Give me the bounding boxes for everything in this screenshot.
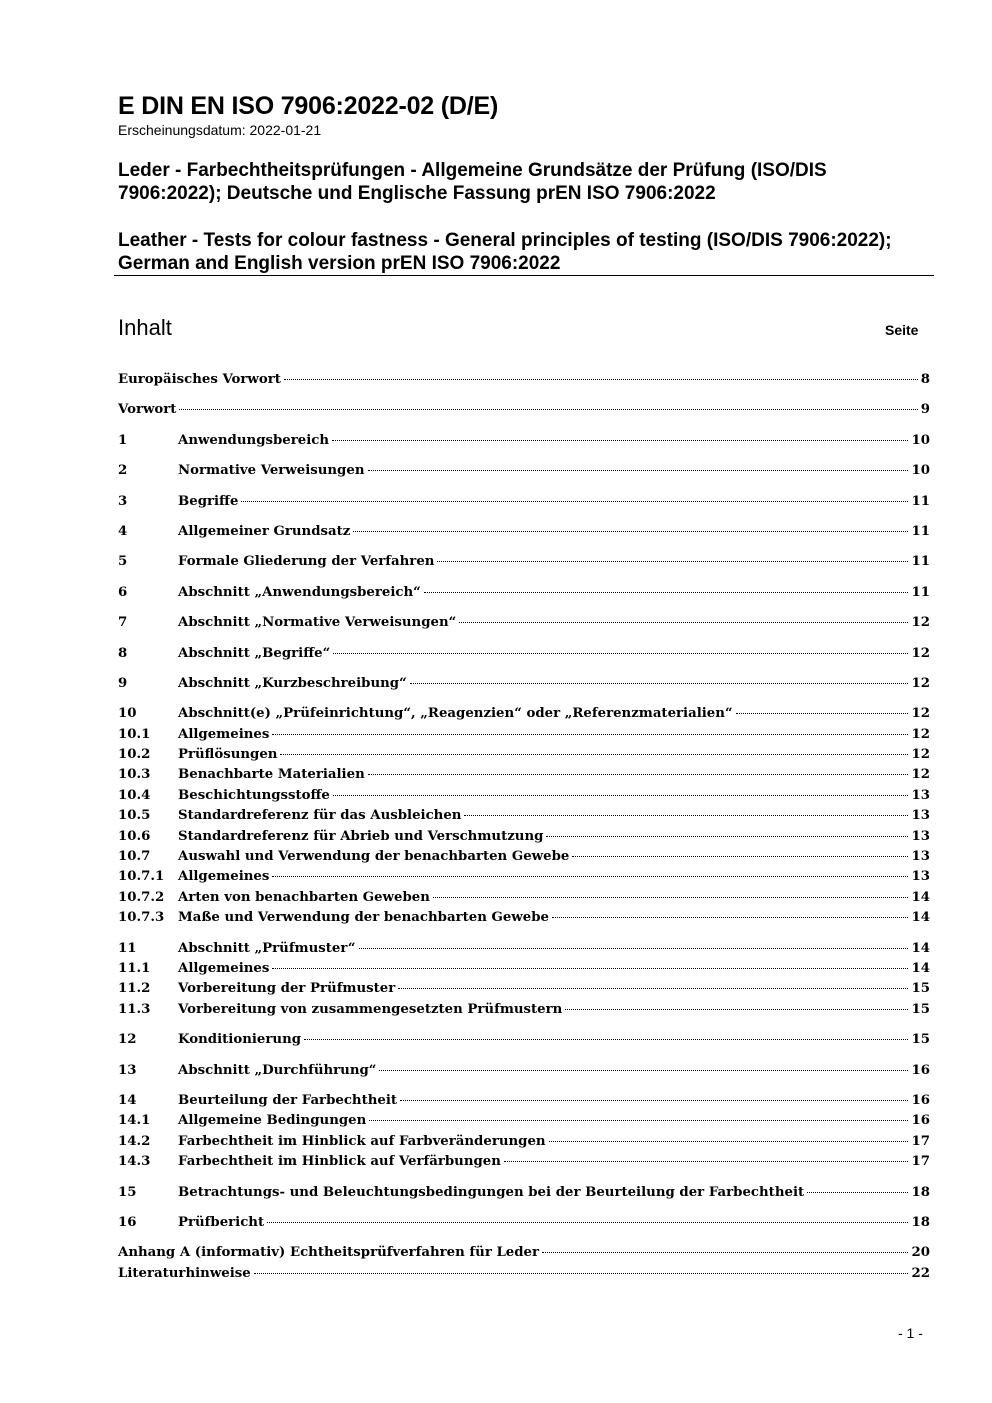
toc-entry-page: 12 — [911, 726, 930, 742]
toc-entry-page: 12 — [911, 645, 930, 661]
toc-entry-page: 14 — [911, 889, 930, 905]
toc-entry-number: 14.3 — [118, 1154, 151, 1170]
toc-leader-dots — [504, 1161, 909, 1162]
toc-entry-page: 17 — [911, 1133, 930, 1149]
toc-entry-number: 7 — [118, 615, 128, 631]
toc-entry-number: 14.1 — [118, 1113, 151, 1129]
toc-entry-label: Prüfbericht — [178, 1214, 265, 1230]
toc-entry-label: Abschnitt „Prüfmuster“ — [178, 940, 356, 956]
toc-leader-dots — [280, 754, 908, 755]
toc-entry-page: 18 — [911, 1214, 930, 1230]
toc-entry[interactable] — [118, 747, 930, 767]
toc-leader-dots — [304, 1039, 908, 1040]
toc-entry[interactable] — [118, 941, 930, 961]
toc-entry-page: 12 — [911, 767, 930, 783]
toc-leader-dots — [353, 531, 908, 532]
toc-entry-page: 14 — [911, 910, 930, 926]
toc-entry-label: Abschnitt „Durchführung“ — [178, 1062, 377, 1078]
toc-entry-label: Abschnitt „Begriffe“ — [178, 645, 331, 661]
toc-leader-dots — [333, 795, 909, 796]
toc-entry[interactable] — [118, 524, 930, 544]
toc-leader-dots — [368, 774, 909, 775]
toc-entry-label: Betrachtungs- und Beleuchtungsbedingungen bei der Beurteilung der Farbechtheit — [178, 1184, 805, 1200]
toc-page-column-label: Seite — [885, 322, 919, 338]
toc-entry-number: 9 — [118, 675, 128, 691]
toc-leader-dots — [369, 1120, 908, 1121]
toc-entry-number: 10.5 — [118, 808, 151, 824]
toc-leader-dots — [398, 988, 908, 989]
toc-entry-number: 3 — [118, 493, 128, 509]
toc-leader-dots — [424, 592, 909, 593]
toc-entry-label: Vorbereitung der Prüfmuster — [178, 981, 396, 997]
toc-entry[interactable] — [118, 1063, 930, 1083]
toc-entry-label: Europäisches Vorwort — [118, 372, 281, 387]
toc-leader-dots — [241, 501, 908, 502]
toc-leader-dots — [552, 917, 909, 918]
toc-entry-page: 15 — [911, 981, 930, 997]
toc-entry-number: 11.2 — [118, 981, 151, 997]
toc-entry-label: Allgemeines — [178, 869, 270, 885]
toc-entry-label: Abschnitt „Anwendungsbereich“ — [178, 584, 421, 600]
toc-entry-number: 10.7.3 — [118, 910, 165, 926]
toc-entry-label: Normative Verweisungen — [178, 463, 365, 479]
toc-entry-page: 11 — [911, 584, 930, 600]
toc-leader-dots — [549, 1141, 909, 1142]
toc-entry-label: Vorbereitung von zusammengesetzten Prüfmustern — [178, 1001, 563, 1017]
toc-entry[interactable] — [118, 1245, 930, 1265]
toc-entry[interactable] — [118, 494, 930, 514]
toc-entry-label: Allgemeine Bedingungen — [178, 1113, 367, 1129]
toc-entry[interactable] — [118, 1002, 930, 1022]
toc-entry-page: 8 — [920, 372, 930, 387]
toc-entry-number: 16 — [118, 1214, 137, 1230]
toc-entry-label: Abschnitt(e) „Prüfeinrichtung“, „Reagenzien“ oder „Referenzmaterialien“ — [178, 706, 733, 722]
toc-entry[interactable] — [118, 767, 930, 787]
toc-leader-dots — [464, 815, 908, 816]
toc-entry-page: 20 — [911, 1245, 930, 1261]
toc-entry-page: 9 — [920, 402, 930, 418]
toc-entry[interactable] — [118, 1215, 930, 1235]
toc-entry-number: 10.3 — [118, 767, 151, 783]
toc-leader-dots — [272, 876, 908, 877]
toc-entry[interactable] — [118, 554, 930, 574]
toc-entry-label: Auswahl und Verwendung der benachbarten Gewebe — [178, 849, 570, 865]
toc-entry-page: 12 — [911, 747, 930, 763]
toc-entry[interactable] — [118, 1113, 930, 1133]
toc-entry-page: 15 — [911, 1001, 930, 1017]
toc-leader-dots — [410, 683, 909, 684]
toc-entry[interactable] — [118, 1185, 930, 1205]
toc-leader-dots — [272, 968, 908, 969]
toc-entry-label: Arten von benachbarten Geweben — [178, 889, 430, 905]
toc-entry[interactable] — [118, 727, 930, 747]
toc-leader-dots — [254, 1273, 909, 1274]
toc-entry-number: 1 — [118, 432, 128, 448]
toc-entry-page: 14 — [911, 940, 930, 956]
toc-entry-label: Vorwort — [118, 402, 177, 418]
toc-leader-dots — [267, 1222, 908, 1223]
toc-leader-dots — [433, 897, 909, 898]
toc-entry[interactable] — [118, 981, 930, 1001]
toc-entry-label: Abschnitt „Kurzbeschreibung“ — [178, 675, 407, 691]
document-title: E DIN EN ISO 7906:2022-02 (D/E) — [118, 92, 499, 120]
toc-entry-label: Allgemeiner Grundsatz — [178, 523, 351, 539]
toc-entry-number: 15 — [118, 1184, 137, 1200]
toc-leader-dots — [333, 653, 908, 654]
toc-entry[interactable] — [118, 1093, 930, 1113]
toc-entry[interactable] — [118, 433, 930, 453]
toc-entry[interactable] — [118, 890, 930, 910]
toc-entry-label: Farbechtheit im Hinblick auf Farbveränderungen — [178, 1133, 546, 1149]
toc-entry[interactable] — [118, 849, 930, 869]
toc-entry-number: 10.7.1 — [118, 869, 165, 885]
toc-entry-page: 13 — [911, 849, 930, 865]
toc-entry-number: 10.1 — [118, 726, 151, 742]
toc-entry-number: 12 — [118, 1032, 137, 1048]
toc-entry[interactable] — [118, 372, 930, 392]
toc-entry-number: 10.7.2 — [118, 889, 165, 905]
toc-entry-label: Formale Gliederung der Verfahren — [178, 554, 435, 570]
toc-leader-dots — [284, 379, 918, 380]
header-divider — [114, 275, 934, 276]
toc-leader-dots — [572, 856, 908, 857]
toc-entry-page: 16 — [911, 1062, 930, 1078]
toc-entry-label: Benachbarte Materialien — [178, 767, 365, 783]
toc-entry-page: 12 — [911, 675, 930, 691]
toc-entry-number: 10.6 — [118, 828, 151, 844]
toc-entry-label: Standardreferenz für Abrieb und Verschmutzung — [178, 828, 544, 844]
toc-entry-label: Anwendungsbereich — [178, 432, 330, 448]
toc-entry[interactable] — [118, 829, 930, 849]
title-german: Leder - Farbechtheitsprüfungen - Allgemeine Grundsätze der Prüfung (ISO/DIS 7906:2022); Deutsche und Englische Fassung prEN ISO 7906:2022 — [118, 160, 827, 204]
toc-entry-label: Konditionierung — [178, 1032, 302, 1048]
toc-leader-dots — [437, 561, 908, 562]
toc-entry-number: 6 — [118, 584, 128, 600]
toc-entry-page: 16 — [911, 1113, 930, 1129]
toc-entry-page: 22 — [911, 1265, 930, 1281]
toc-entry-page: 12 — [911, 615, 930, 631]
toc-leader-dots — [179, 409, 917, 410]
toc-entry-page: 10 — [911, 432, 930, 448]
toc-entry-label: Begriffe — [178, 493, 239, 509]
publication-date: Erscheinungsdatum: 2022-01-21 — [118, 122, 322, 138]
toc-entry-number: 11 — [118, 940, 137, 956]
toc-entry-number: 11.1 — [118, 960, 151, 976]
toc-entry[interactable] — [118, 1154, 930, 1174]
toc-leader-dots — [807, 1192, 908, 1193]
toc-entry-label: Maße und Verwendung der benachbarten Gewebe — [178, 910, 549, 926]
toc-entry[interactable] — [118, 676, 930, 696]
toc-leader-dots — [368, 470, 909, 471]
toc-heading: Inhalt — [118, 315, 172, 340]
page-number: - 1 - — [898, 1325, 923, 1341]
toc-leader-dots — [459, 622, 908, 623]
toc-leader-dots — [565, 1009, 908, 1010]
toc-entry-label: Farbechtheit im Hinblick auf Verfärbungen — [178, 1154, 501, 1170]
toc-entry[interactable] — [118, 808, 930, 828]
toc-entry-number: 14.2 — [118, 1133, 151, 1149]
toc-entry-number: 13 — [118, 1062, 137, 1078]
toc-entry[interactable] — [118, 1134, 930, 1154]
toc-entry-page: 16 — [911, 1092, 930, 1108]
toc-entry[interactable] — [118, 615, 930, 635]
toc-entry-label: Allgemeines — [178, 960, 270, 976]
toc-entry-number: 10 — [118, 706, 137, 722]
toc-leader-dots — [359, 948, 909, 949]
toc-entry-number: 8 — [118, 645, 128, 661]
toc-entry-page: 11 — [911, 523, 930, 539]
toc-entry[interactable] — [118, 1032, 930, 1052]
toc-entry-page: 13 — [911, 787, 930, 803]
toc-entry-page: 13 — [911, 828, 930, 844]
toc-entry-label: Literaturhinweise — [118, 1265, 251, 1281]
toc-entry-label: Anhang A (informativ) Echtheitsprüfverfahren für Leder — [118, 1245, 540, 1261]
toc-entry[interactable] — [118, 910, 930, 930]
toc-entry-page: 13 — [911, 869, 930, 885]
toc-entry-number: 5 — [118, 554, 128, 570]
toc-entry-label: Standardreferenz für das Ausbleichen — [178, 808, 462, 824]
toc-leader-dots — [332, 440, 908, 441]
toc-entry-label: Allgemeines — [178, 726, 270, 742]
toc-entry[interactable] — [118, 869, 930, 889]
toc-entry[interactable] — [118, 961, 930, 981]
toc-entry-label: Beschichtungsstoffe — [178, 787, 330, 803]
toc-entry-page: 17 — [911, 1154, 930, 1170]
toc-entry-label: Abschnitt „Normative Verweisungen“ — [178, 615, 457, 631]
toc-entry-label: Prüflösungen — [178, 747, 278, 763]
toc-leader-dots — [546, 836, 908, 837]
toc-entry-page: 15 — [911, 1032, 930, 1048]
toc-entry[interactable] — [118, 585, 930, 605]
toc-entry[interactable] — [118, 788, 930, 808]
toc-entry-page: 12 — [911, 706, 930, 722]
toc-entry[interactable] — [118, 706, 930, 726]
title-english: Leather - Tests for colour fastness - General principles of testing (ISO/DIS 7906:2022); German and English version prEN ISO 7906:2022 — [118, 230, 892, 274]
toc-leader-dots — [542, 1252, 908, 1253]
toc-entry[interactable] — [118, 402, 930, 422]
toc-leader-dots — [736, 713, 909, 714]
toc-entry-number: 11.3 — [118, 1001, 151, 1017]
toc-entry-number: 2 — [118, 463, 128, 479]
toc-entry-page: 11 — [911, 554, 930, 570]
toc-leader-dots — [379, 1070, 908, 1071]
toc-leader-dots — [272, 734, 908, 735]
toc-entry[interactable] — [118, 463, 930, 483]
toc-entry-page: 10 — [911, 463, 930, 479]
toc-entry-number: 10.2 — [118, 747, 151, 763]
toc-entry-number: 4 — [118, 523, 128, 539]
toc-entry-page: 13 — [911, 808, 930, 824]
toc-entry-number: 10.4 — [118, 787, 151, 803]
toc-entry-page: 18 — [911, 1184, 930, 1200]
toc-entry-number: 14 — [118, 1092, 137, 1108]
toc-entry-number: 10.7 — [118, 849, 151, 865]
toc-entry[interactable] — [118, 646, 930, 666]
toc-entry-label: Beurteilung der Farbechtheit — [178, 1092, 398, 1108]
table-of-contents — [118, 372, 930, 1286]
toc-leader-dots — [400, 1100, 908, 1101]
toc-entry[interactable] — [118, 1266, 930, 1286]
toc-entry-page: 11 — [911, 493, 930, 509]
toc-entry-page: 14 — [911, 960, 930, 976]
